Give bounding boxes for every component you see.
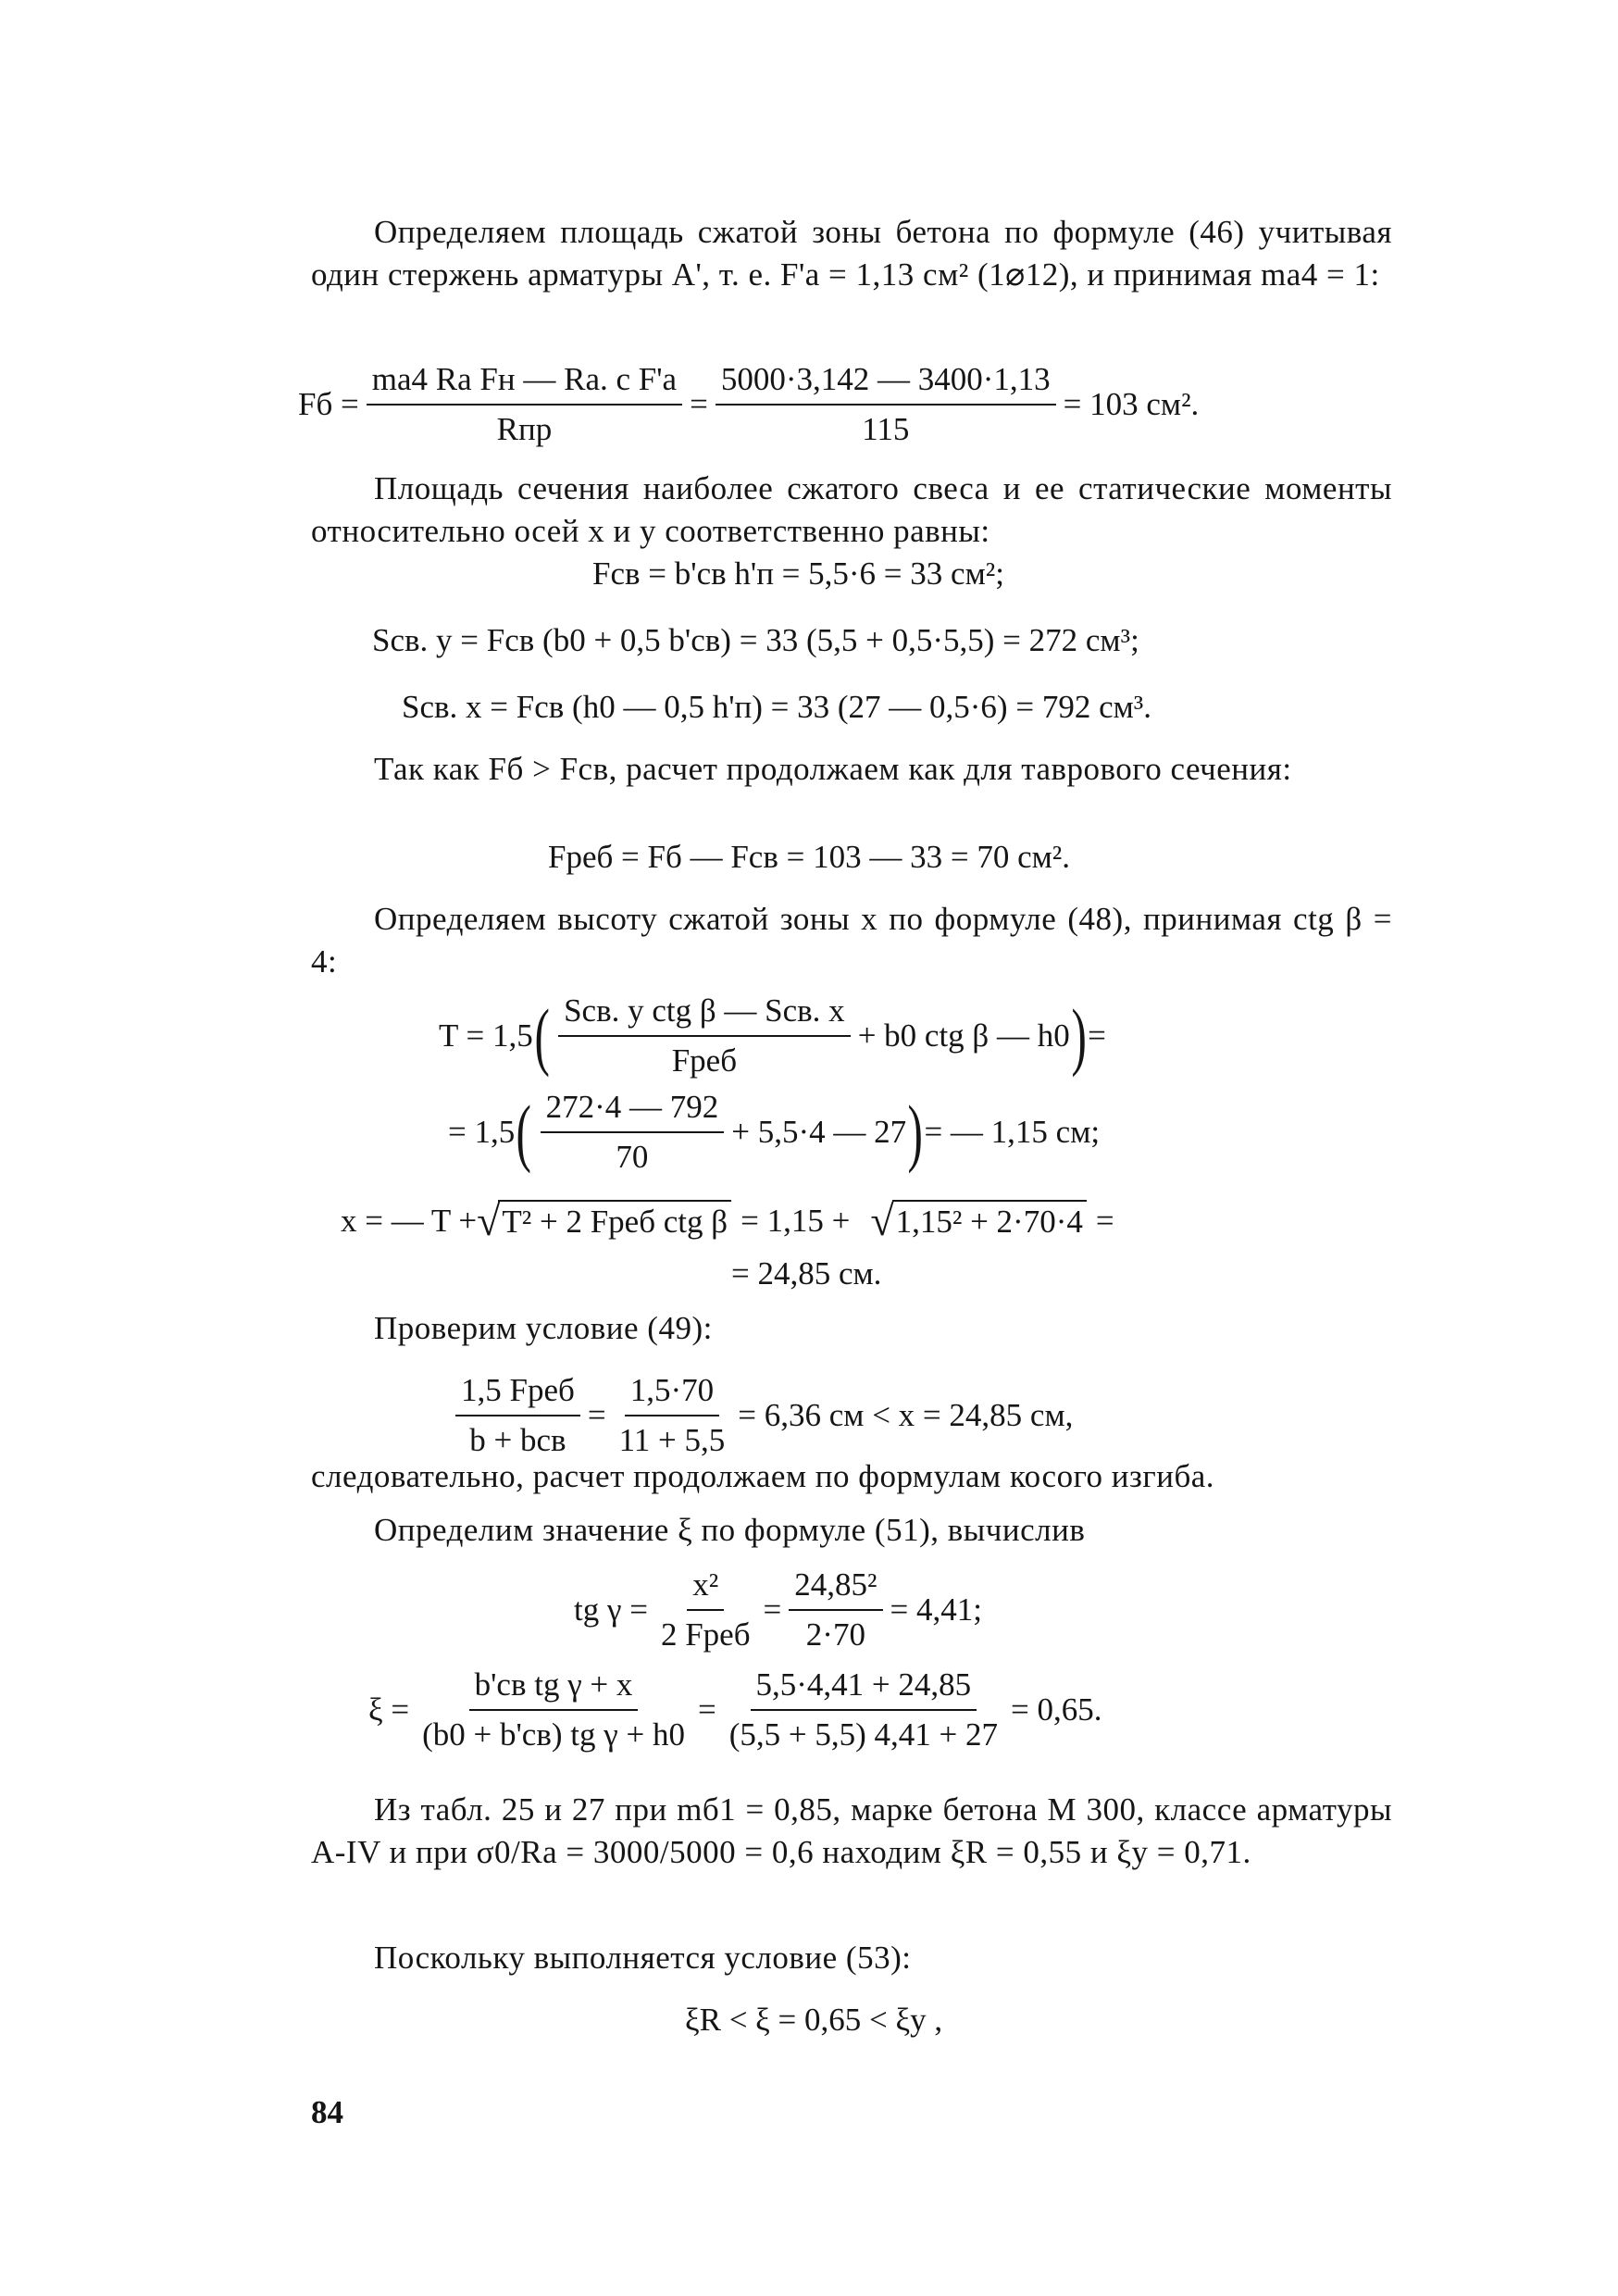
formula-result: = 6,36 см < x = 24,85 см, (738, 1397, 1074, 1433)
paragraph-9: Поскольку выполняется условие (53): (374, 1940, 912, 1976)
formula-tail: + 5,5·4 — 27 (731, 1114, 907, 1150)
formula-result: = 0,65. (1011, 1691, 1102, 1728)
numerator: b'св tg γ + x (469, 1665, 639, 1711)
paragraph-7: Определим значение ξ по формуле (51), вычислив (374, 1512, 1086, 1548)
formula-lhs: x = — T + (341, 1203, 478, 1239)
fraction-symbolic (655, 1565, 756, 1655)
paragraph-1: Определяем площадь сжатой зоны бетона по формуле (46) учитывая один стержень арматуры A', т. е. F'а = 1,13 см² (1⌀12), и принимая mа4 = 1: (311, 214, 1392, 293)
fraction-numeric (716, 359, 1056, 450)
paragraph-5: Проверим условие (49): (374, 1310, 713, 1346)
right-paren: ) (907, 1090, 923, 1174)
equals-sign: = (690, 386, 708, 422)
denominator: 2·70 (805, 1616, 865, 1653)
fraction-symbolic (417, 1665, 691, 1755)
formula-mid: = 1,15 + (741, 1203, 851, 1239)
formula-lhs: Fб = (298, 386, 359, 422)
denominator: b + bсв (469, 1422, 566, 1458)
denominator: Rпр (496, 411, 553, 447)
fraction-symbolic (455, 1370, 580, 1461)
sqrt-sign: √ (477, 1197, 501, 1244)
formula-tail: + b0 ctg β — h0 (857, 1017, 1070, 1054)
formula-condition-49 (448, 1370, 1073, 1461)
formula-x-result: = 24,85 см. (731, 1255, 882, 1292)
numerator: mа4 Rа Fн — Rа. с F'а (367, 359, 682, 406)
formula-lhs: T = 1,5 (439, 1017, 533, 1054)
formula-xi (368, 1665, 1102, 1755)
right-paren: ) (1071, 993, 1087, 1078)
sqrt-sign: √ (870, 1197, 894, 1244)
paragraph-4: Определяем высоту сжатой зоны x по формуле (48), принимая ctg β = 4: (311, 901, 1392, 980)
formula-rib-area: Fреб = Fб — Fсв = 103 — 33 = 70 см². (548, 839, 1070, 875)
denominator: (5,5 + 5,5) 4,41 + 27 (728, 1716, 998, 1753)
paragraph-2: Площадь сечения наиболее сжатого свеса и ее статические моменты относительно осей x и y соответственно равны: (311, 470, 1392, 549)
left-paren: ( (534, 993, 550, 1078)
formula-t-definition (439, 991, 1106, 1081)
paragraph-8: Из табл. 25 и 27 при mб1 = 0,85, марке бетона М 300, классе арматуры А-IV и при σ0/Rа = 3000/5000 = 0,6 находим ξR = 0,55 и ξy = 0,71. (311, 1791, 1392, 1870)
formula-lhs: ξ = (368, 1691, 410, 1728)
formula-result: = 103 см². (1063, 386, 1200, 422)
fraction-symbolic (367, 359, 682, 450)
numerator: 1,5 Fреб (455, 1370, 580, 1416)
formula-lhs: tg γ = (574, 1591, 648, 1628)
formula-end: = (1095, 1203, 1114, 1239)
formula-end: = (1088, 1017, 1106, 1054)
equals-sign: = (587, 1397, 606, 1433)
formula-tg-gamma (574, 1565, 982, 1655)
denominator: (b0 + b'св) tg γ + h0 (422, 1716, 685, 1753)
numerator: 24,85² (789, 1565, 882, 1611)
numerator: Sсв. y ctg β — Sсв. x (558, 991, 851, 1037)
page-number: 84 (311, 2094, 343, 2130)
numerator: 5000·3,142 — 3400·1,13 (716, 359, 1056, 406)
numerator: x² (687, 1565, 724, 1611)
radicand-numeric: 1,15² + 2·70·4 (892, 1200, 1087, 1242)
formula-static-moment-x: Sсв. x = Fсв (h0 — 0,5 h'п) = 33 (27 — 0,5·6) = 792 см³. (402, 689, 1152, 725)
denominator: 70 (616, 1139, 649, 1175)
fraction-symbolic (558, 991, 851, 1081)
equals-sign: = (697, 1691, 716, 1728)
formula-overhang-area: Fсв = b'св h'п = 5,5·6 = 33 см²; (592, 555, 1004, 592)
denominator: Fреб (671, 1042, 738, 1079)
denominator: 2 Fреб (660, 1616, 751, 1653)
paragraph-3: Так как Fб > Fсв, расчет продолжаем как для таврового сечения: (374, 751, 1292, 787)
denominator: 11 + 5,5 (618, 1422, 726, 1458)
numerator: 272·4 — 792 (541, 1087, 725, 1133)
formula-end: = — 1,15 см; (924, 1114, 1101, 1150)
formula-static-moment-y: Sсв. y = Fсв (b0 + 0,5 b'св) = 33 (5,5 + 0,5·5,5) = 272 см³; (372, 622, 1139, 658)
formula-concrete-area (298, 359, 1199, 450)
numerator: 1,5·70 (625, 1370, 719, 1416)
fraction-numeric (541, 1087, 725, 1178)
equals-sign: = (763, 1591, 782, 1628)
fraction-numeric (724, 1665, 1003, 1755)
formula-condition-53: ξR < ξ = 0,65 < ξy , (685, 2002, 943, 2038)
numerator: 5,5·4,41 + 24,85 (751, 1665, 977, 1711)
paragraph-6: следовательно, расчет продолжаем по формулам косого изгиба. (311, 1458, 1215, 1494)
fraction-numeric (614, 1370, 731, 1461)
formula-x-height (341, 1197, 1114, 1244)
formula-t-value (448, 1087, 1100, 1178)
fraction-numeric (789, 1565, 882, 1655)
left-paren: ( (516, 1090, 532, 1174)
denominator: 115 (862, 411, 910, 447)
radicand-symbolic: T² + 2 Fреб ctg β (498, 1200, 731, 1242)
formula-result: = 4,41; (890, 1591, 982, 1628)
formula-lhs: = 1,5 (448, 1114, 516, 1150)
